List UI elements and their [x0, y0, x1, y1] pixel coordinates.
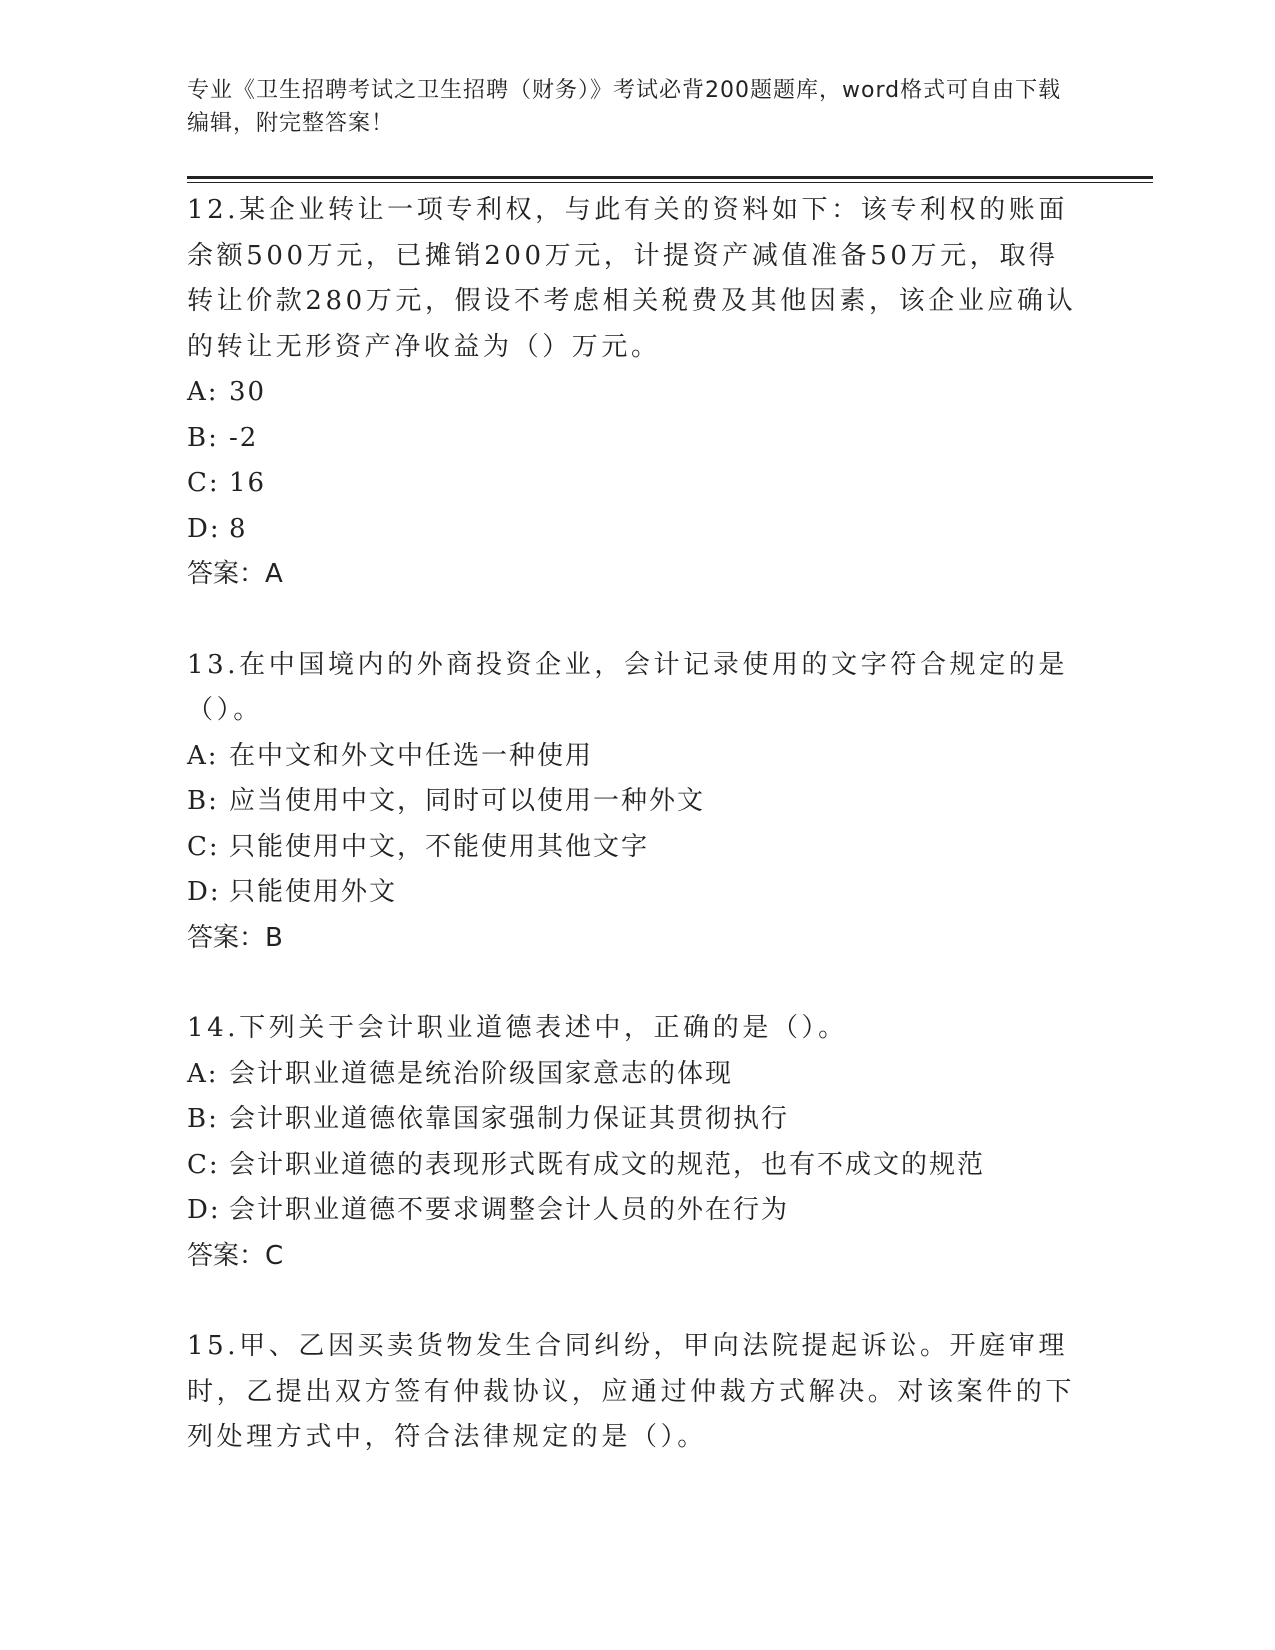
- option-b: [187, 1097, 1087, 1143]
- option-letter: A:: [187, 377, 219, 407]
- option-a: [187, 1052, 1087, 1098]
- option-letter: B:: [187, 422, 219, 453]
- question-15: [187, 1324, 1087, 1461]
- answer-line: 答案：B: [187, 922, 283, 953]
- option-b: [187, 416, 1087, 462]
- option-letter: A:: [187, 1058, 219, 1089]
- option-text: 会计职业道德的表现形式既有成文的规范，也有不成文的规范: [229, 1149, 986, 1180]
- header-divider: [187, 176, 1153, 179]
- option-letter: D:: [187, 1195, 221, 1225]
- option-a: [187, 734, 1087, 780]
- answer-line: 答案：A: [187, 559, 283, 589]
- option-text: 会计职业道德不要求调整会计人员的外在行为: [229, 1195, 790, 1225]
- question-spacer: [187, 598, 1087, 643]
- question-stem: 15.甲、乙因买卖货物发生合同纠纷，甲向法院提起诉讼。开庭审理时，乙提出双方签有仲裁协议，应通过仲裁方式解决。对该案件的下列处理方式中，符合法律规定的是（）。: [187, 1331, 1076, 1452]
- question-12: [187, 188, 1087, 598]
- option-text: 应当使用中文，同时可以使用一种外文: [229, 786, 706, 816]
- option-c: [187, 1143, 1087, 1189]
- option-text: 30: [229, 377, 267, 407]
- option-letter: D:: [187, 513, 221, 544]
- option-letter: C:: [187, 1149, 220, 1180]
- option-a: [187, 370, 1087, 416]
- question-spacer: [187, 961, 1087, 1006]
- option-text: -2: [229, 422, 259, 453]
- option-b: [187, 779, 1087, 825]
- header-divider-thin: [187, 182, 1153, 183]
- questions-list: [187, 188, 1087, 1461]
- option-text: 会计职业道德是统治阶级国家意志的体现: [229, 1058, 734, 1089]
- option-d: [187, 870, 1087, 916]
- document-header: 专业《卫生招聘考试之卫生招聘（财务）》考试必背200题题库，word格式可自由下载编辑，附完整答案！: [187, 78, 1062, 136]
- option-letter: C:: [187, 831, 220, 862]
- option-d: [187, 1188, 1087, 1234]
- option-text: 只能使用中文，不能使用其他文字: [229, 831, 650, 862]
- option-text: 在中文和外文中任选一种使用: [229, 740, 594, 771]
- question-stem: 14.下列关于会计职业道德表述中，正确的是（）。: [187, 1013, 848, 1043]
- question-spacer: [187, 1279, 1087, 1324]
- option-text: 16: [229, 468, 267, 498]
- option-letter: A:: [187, 740, 219, 771]
- answer-line: 答案：C: [187, 1240, 284, 1271]
- option-text: 会计职业道德依靠国家强制力保证其贯彻执行: [229, 1104, 790, 1134]
- option-letter: D:: [187, 877, 221, 907]
- option-text: 只能使用外文: [229, 877, 398, 907]
- option-text: 8: [229, 513, 248, 544]
- option-d: [187, 507, 1087, 553]
- question-stem: 12.某企业转让一项专利权，与此有关的资料如下：该专利权的账面余额500万元，已摊销200万元，计提资产减值准备50万元，取得转让价款280万元，假设不考虑相关税费及其他因素，该企业应确认的转让无形资产净收益为（）万元。: [187, 195, 1077, 362]
- option-letter: B:: [187, 1104, 219, 1134]
- option-c: [187, 461, 1087, 507]
- question-13: [187, 643, 1087, 962]
- question-14: [187, 1006, 1087, 1279]
- question-stem: 13.在中国境内的外商投资企业，会计记录使用的文字符合规定的是（）。: [187, 649, 1068, 725]
- option-letter: C:: [187, 468, 220, 498]
- option-c: [187, 825, 1087, 871]
- option-letter: B:: [187, 786, 219, 816]
